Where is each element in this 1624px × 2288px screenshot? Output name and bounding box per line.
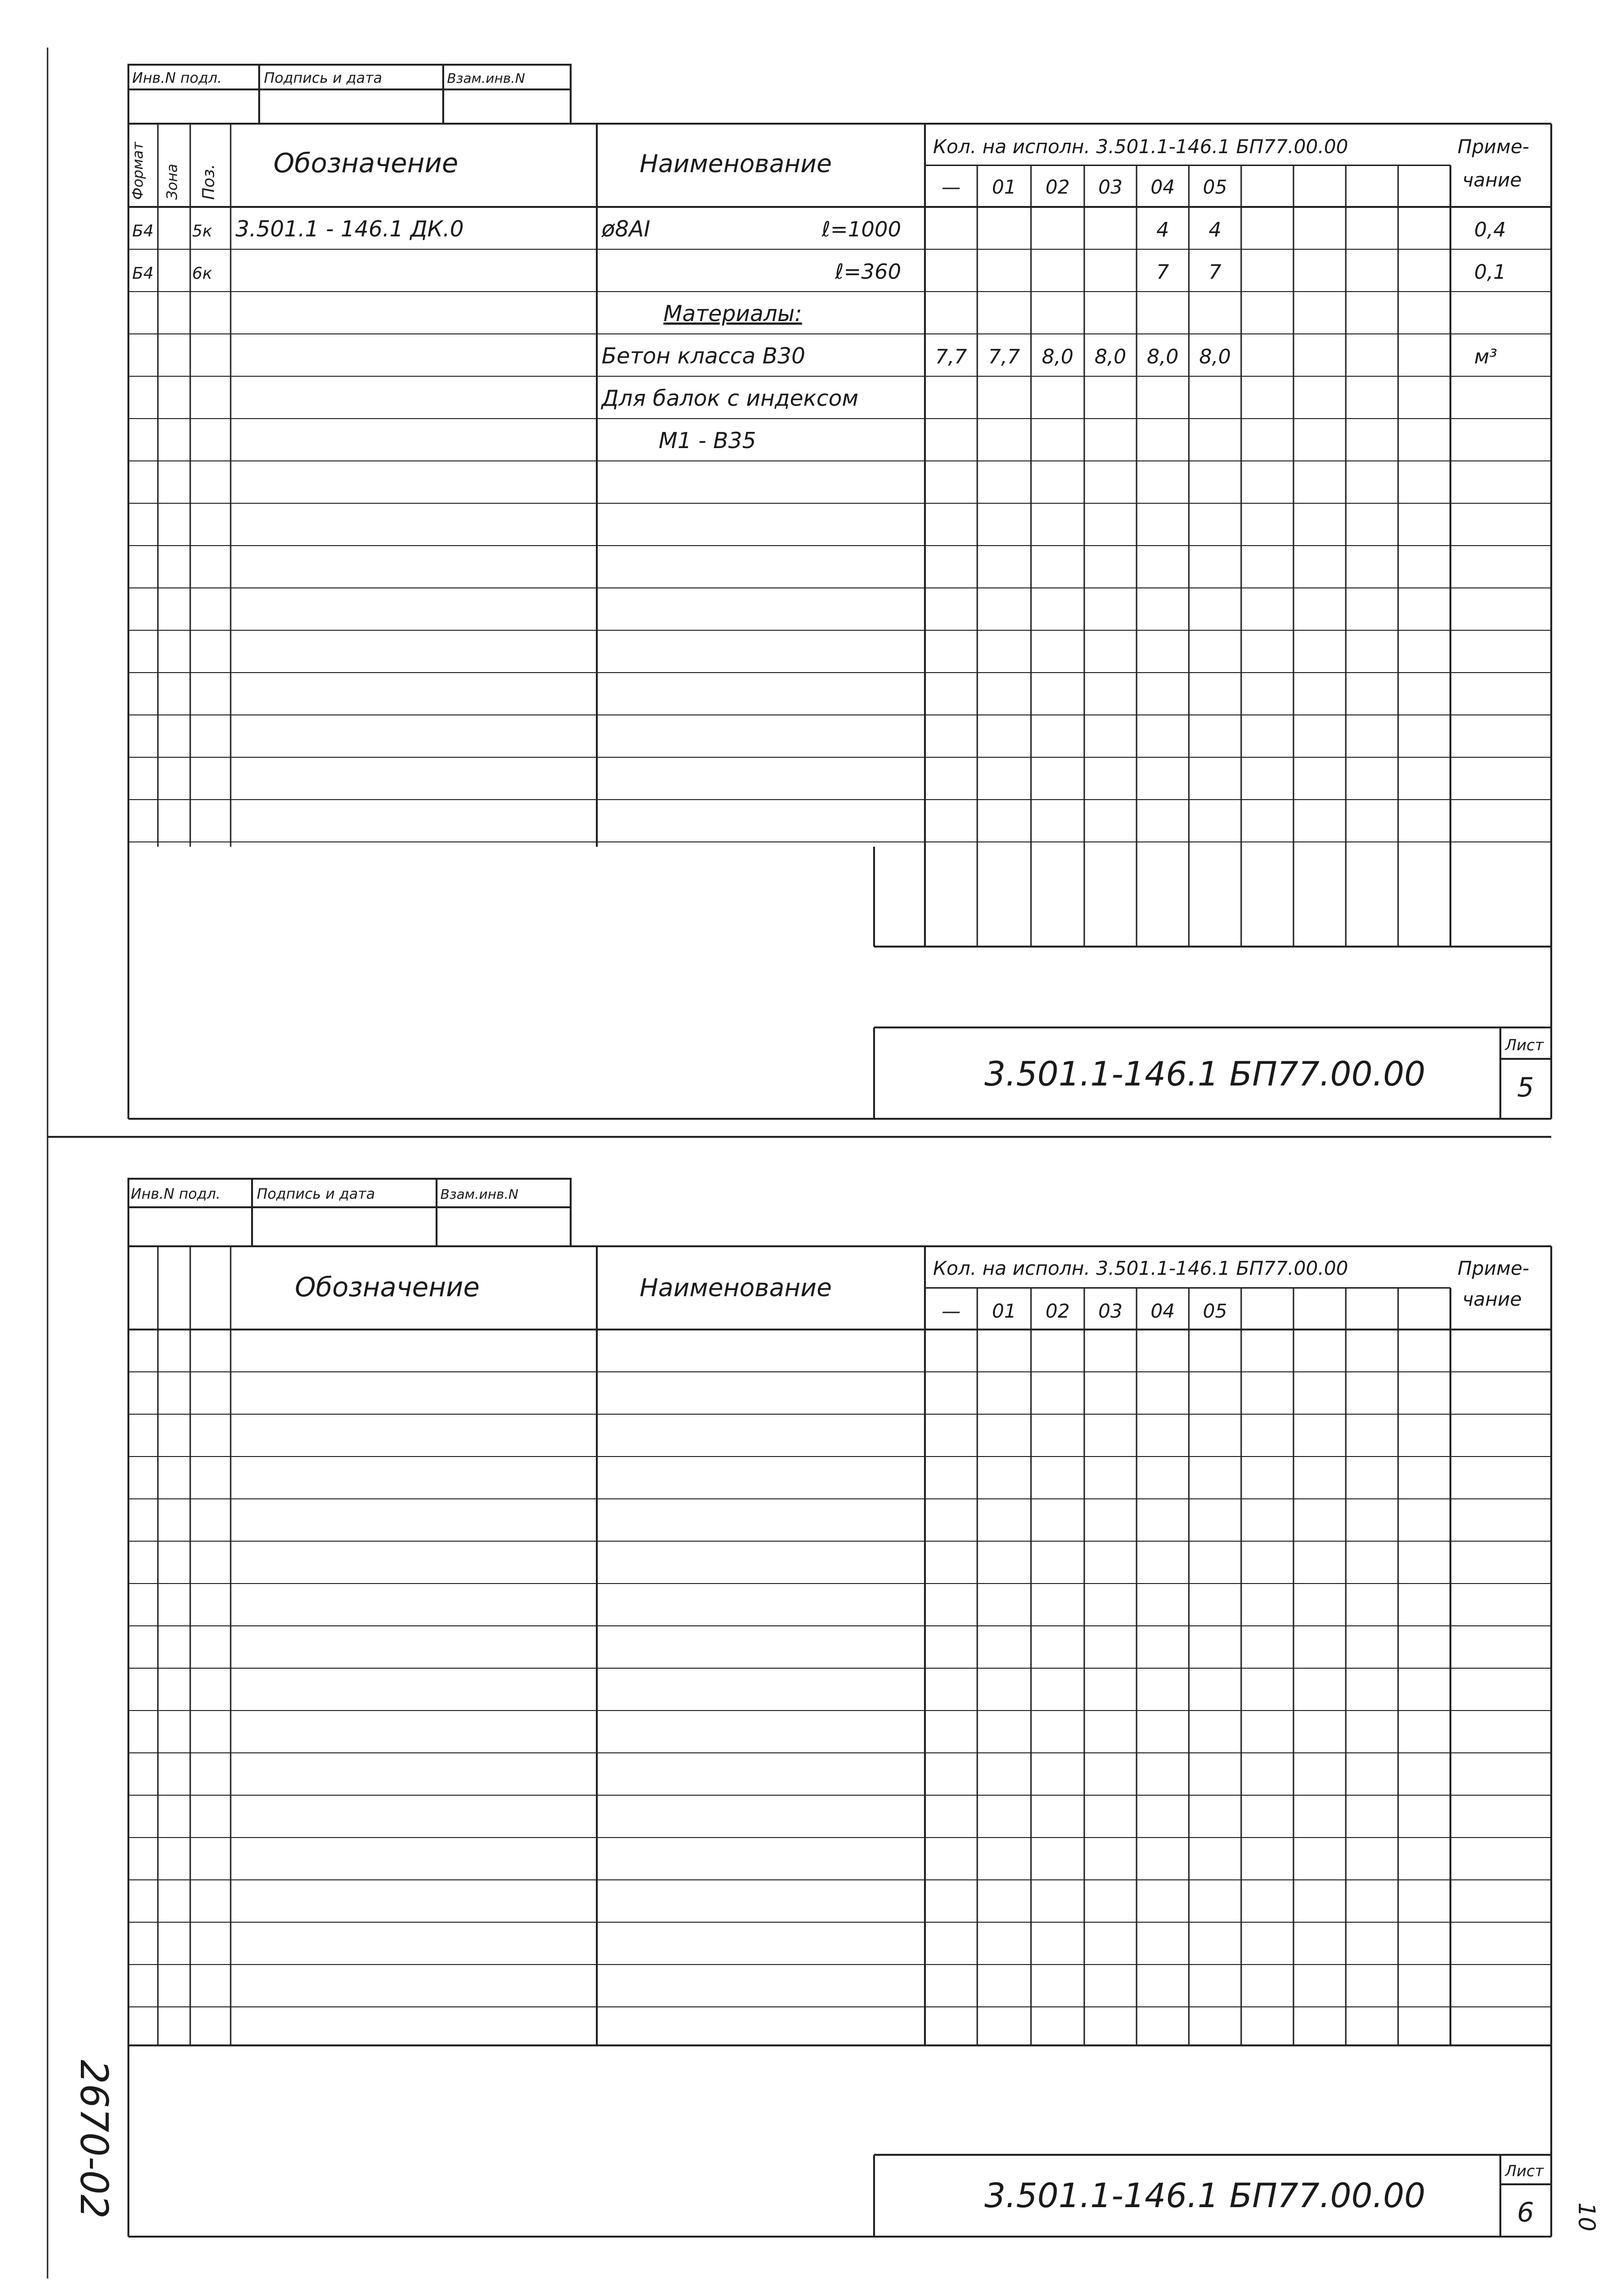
note-header-line2: чание: [1462, 1289, 1522, 1310]
sheet6-sheet-number: 6: [1517, 2197, 1534, 2228]
variant-col-01: 01: [992, 176, 1016, 198]
variant-col-base: —: [942, 1300, 961, 1322]
row-designation: 3.501.1 - 146.1 ДК.0: [235, 216, 464, 242]
row-name-length: ℓ=1000: [821, 217, 901, 242]
approval-signature-date-label: Подпись и дата: [264, 70, 382, 87]
row-qty-03: 8,0: [1094, 345, 1127, 368]
row-qty-02: 8,0: [1041, 345, 1074, 368]
variant-col-03: 03: [1098, 176, 1123, 198]
variant-col-05: 05: [1203, 176, 1227, 198]
qty-header-label: Кол. на исполн. 3.501.1-146.1 БП77.00.00: [933, 1258, 1348, 1280]
sheet5-doc-code: 3.501.1-146.1 БП77.00.00: [984, 1055, 1426, 1094]
approval-replace-inv-label: Взам.инв.N: [447, 70, 525, 86]
row-name: ø8АI: [602, 216, 651, 242]
qty-header-label: Кол. на исполн. 3.501.1-146.1 БП77.00.00: [933, 136, 1348, 158]
row-qty-base: 7,7: [935, 345, 967, 368]
variant-col-04: 04: [1150, 176, 1175, 198]
variant-col-02: 02: [1045, 176, 1070, 198]
variant-col-05: 05: [1203, 1300, 1227, 1322]
row-qty-01: 7,7: [988, 345, 1020, 368]
row-pos: 6к: [192, 264, 213, 283]
row-note: м³: [1474, 345, 1498, 368]
row-note: 0,1: [1474, 260, 1506, 284]
row-qty-05: 7: [1208, 260, 1222, 284]
sheet6-doc-code: 3.501.1-146.1 БП77.00.00: [984, 2176, 1426, 2215]
row-name-length: ℓ=360: [835, 260, 901, 284]
column-designation-label: Обозначение: [273, 148, 458, 179]
variant-col-02: 02: [1045, 1300, 1070, 1322]
row-format: Б4: [132, 222, 154, 241]
approval-inv-no-label: Инв.N подл.: [132, 70, 222, 87]
note-header-line1: Приме-: [1458, 1258, 1529, 1280]
note-header-line2: чание: [1462, 169, 1522, 191]
column-zone-label: Зона: [164, 164, 181, 200]
row-name: Бетон класса В30: [602, 343, 806, 369]
note-header-line1: Приме-: [1458, 136, 1529, 158]
column-format-label: Формат: [130, 142, 146, 200]
row-name: Для балок с индексом: [602, 385, 859, 411]
sheet5-sheet-number: 5: [1517, 1072, 1534, 1103]
sheet-6: [128, 1179, 1551, 2237]
row-qty-04: 4: [1156, 218, 1169, 241]
sheet5-sheet-label: Лист: [1505, 1036, 1544, 1054]
column-designation-label: Обозначение: [295, 1272, 480, 1303]
row-qty-04: 8,0: [1147, 345, 1179, 368]
row-name: М1 - В35: [659, 428, 756, 453]
variant-col-base: —: [942, 176, 961, 198]
variant-col-03: 03: [1098, 1300, 1123, 1322]
approval-inv-no-label: Инв.N подл.: [131, 1186, 221, 1203]
variant-col-04: 04: [1150, 1300, 1175, 1322]
approval-replace-inv-label: Взам.инв.N: [440, 1186, 519, 1202]
column-pos-label: Поз.: [199, 164, 218, 200]
row-note: 0,4: [1474, 218, 1506, 241]
row-format: Б4: [132, 264, 154, 283]
approval-signature-date-label: Подпись и дата: [257, 1186, 375, 1203]
margin-archive-number: 2670-02: [72, 2060, 116, 2219]
variant-col-01: 01: [992, 1300, 1016, 1322]
sheet6-sheet-label: Лист: [1505, 2162, 1544, 2180]
row-name: Материалы:: [663, 301, 802, 326]
column-name-label: Наименование: [640, 1274, 832, 1302]
column-name-label: Наименование: [640, 150, 832, 178]
row-qty-05: 8,0: [1199, 345, 1231, 368]
edge-mark: 10: [1573, 2202, 1600, 2232]
row-qty-04: 7: [1156, 260, 1169, 284]
sheet-5: [128, 65, 1551, 1119]
row-pos: 5к: [192, 222, 213, 241]
row-qty-05: 4: [1208, 218, 1222, 241]
